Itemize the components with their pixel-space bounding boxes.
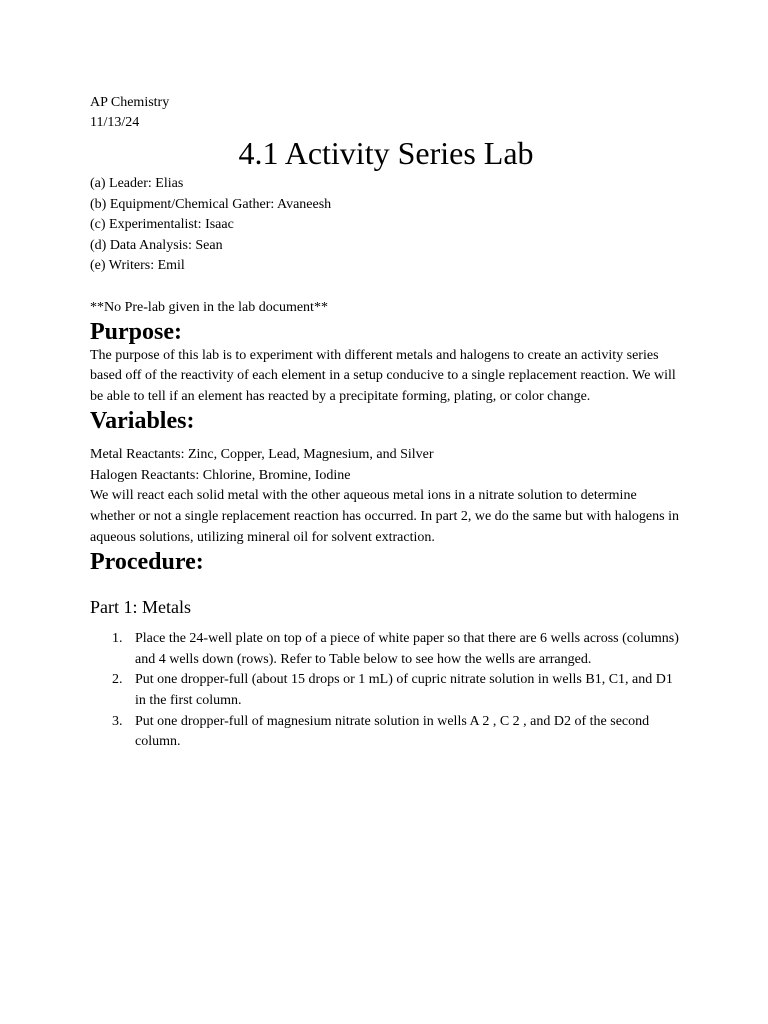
roles-list	[90, 174, 680, 277]
purpose-heading: Purpose:	[90, 318, 182, 345]
document-page	[90, 93, 680, 753]
procedure-steps	[90, 629, 680, 753]
procedure-heading: Procedure:	[90, 549, 204, 576]
variables-heading: Variables:	[90, 408, 195, 435]
role-leader: (a) Leader: Elias	[90, 176, 184, 191]
step-text: Place the 24-well plate on top of a piece of white paper so that there are 6 wells across (columns) and 4 wells down (rows). Refer to Table below to see how the wells are arranged.	[135, 631, 679, 667]
role-data-analysis: (d) Data Analysis: Sean	[90, 237, 223, 253]
step-number: 1.	[112, 631, 123, 647]
pre-lab-note: **No Pre-lab given in the lab document**	[90, 299, 328, 315]
procedure-step	[90, 629, 680, 670]
document-date: 11/13/24	[90, 115, 140, 130]
document-title: 4.1 Activity Series Lab	[238, 135, 534, 171]
step-number: 3.	[112, 713, 123, 729]
procedure-step	[90, 712, 680, 753]
step-number: 2.	[112, 672, 123, 688]
role-experimentalist: (c) Experimentalist: Isaac	[90, 217, 234, 232]
part1-heading: Part 1: Metals	[90, 597, 191, 618]
metal-reactants: Metal Reactants: Zinc, Copper, Lead, Magnesium, and Silver	[90, 447, 434, 463]
role-equipment: (b) Equipment/Chemical Gather: Avaneesh	[90, 196, 332, 212]
halogen-reactants: Halogen Reactants: Chlorine, Bromine, Iodine	[90, 467, 351, 483]
purpose-text: The purpose of this lab is to experiment with different metals and halogens to create an activity series based off of the reactivity of each element in a setup conducive to a single replacement reaction. We will be able to tell if an element has reacted by a precipitate forming, plating, or color change.	[90, 347, 676, 404]
procedure-step	[90, 670, 680, 711]
variables-block	[90, 445, 680, 548]
step-text: Put one dropper-full (about 15 drops or 1 mL) of cupric nitrate solution in wells B1, C1, and D1 in the first column.	[135, 672, 673, 709]
course-name: AP Chemistry	[90, 95, 170, 110]
step-text: Put one dropper-full of magnesium nitrate solution in wells A 2 , C 2 , and D2 of the second column.	[135, 713, 650, 750]
variables-text: We will react each solid metal with the other aqueous metal ions in a nitrate solution to determine whether or not a single replacement reaction has occurred. In part 2, we do the same but with halogens in aqueous solutions, utilizing mineral oil for solvent extraction.	[90, 488, 679, 545]
role-writers: (e) Writers: Emil	[90, 258, 185, 273]
